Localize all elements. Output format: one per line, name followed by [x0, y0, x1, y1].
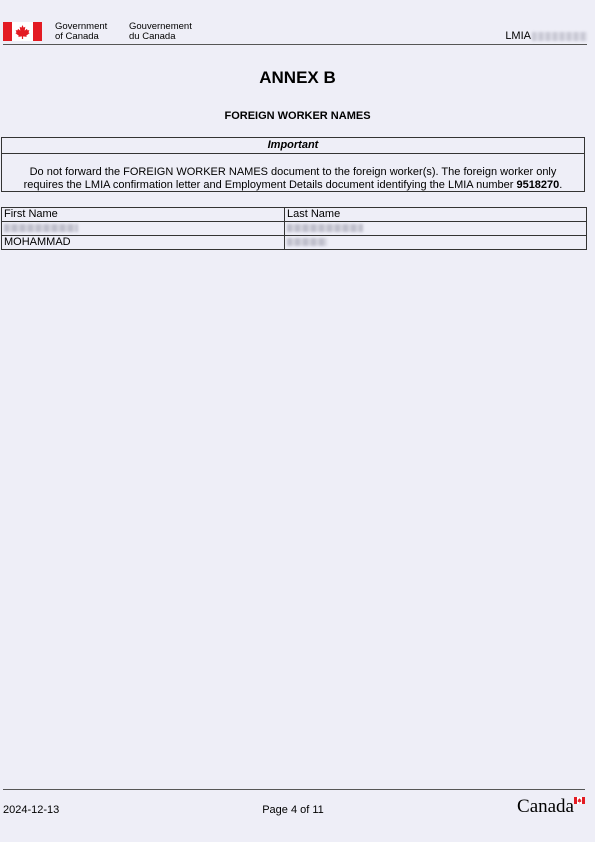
important-text-line2-prefix: requires the LMIA confirmation letter and Employment Details document identifying the LMIA number: [23, 179, 517, 191]
gov-en-line2: of Canada: [55, 31, 99, 42]
first-name-cell: MOHAMMAD: [2, 236, 285, 250]
page-title: ANNEX B: [259, 68, 336, 87]
canada-flag-icon: [574, 797, 585, 804]
page-number: Page 4 of 11: [262, 804, 324, 816]
gov-fr-line1: Gouvernement: [129, 21, 192, 32]
redacted-last-name: [287, 224, 363, 232]
table-row: [2, 236, 587, 250]
important-notice: [1, 137, 585, 192]
footer-date: 2024-12-13: [3, 804, 60, 816]
column-header-last-name: Last Name: [285, 208, 587, 222]
section-subtitle: FOREIGN WORKER NAMES: [224, 110, 371, 122]
important-text: [2, 154, 584, 192]
canada-wordmark: [517, 796, 585, 818]
important-text-line1: Do not forward the FOREIGN WORKER NAMES document to the foreign worker(s). The foreign worker only: [29, 166, 557, 178]
lmia-reference: [505, 30, 587, 42]
table-header-row: [2, 208, 587, 222]
government-of-canada-fr: [129, 22, 192, 42]
canada-flag-icon: [3, 22, 42, 41]
page-header: [3, 18, 587, 45]
lmia-number: 9518270: [516, 179, 560, 191]
redacted-first-name: [4, 224, 78, 232]
first-name-cell: [2, 222, 285, 236]
foreign-worker-names-table: [1, 207, 587, 250]
gov-fr-line2: du Canada: [129, 31, 176, 42]
government-of-canada-en: [55, 22, 107, 42]
important-heading: Important: [2, 138, 584, 154]
redacted-last-name: [287, 238, 327, 246]
redacted-lmia-number: [532, 32, 587, 41]
lmia-label: LMIA: [505, 30, 531, 42]
last-name-cell: [285, 222, 587, 236]
important-text-line2: [2, 179, 584, 192]
last-name-cell: [285, 236, 587, 250]
footer-divider: [3, 789, 585, 790]
canada-wordmark-text: Canada: [517, 796, 574, 817]
table-row: [2, 222, 587, 236]
gov-en-line1: Government: [55, 21, 108, 32]
column-header-first-name: First Name: [2, 208, 285, 222]
important-text-line2-suffix: .: [559, 179, 563, 191]
